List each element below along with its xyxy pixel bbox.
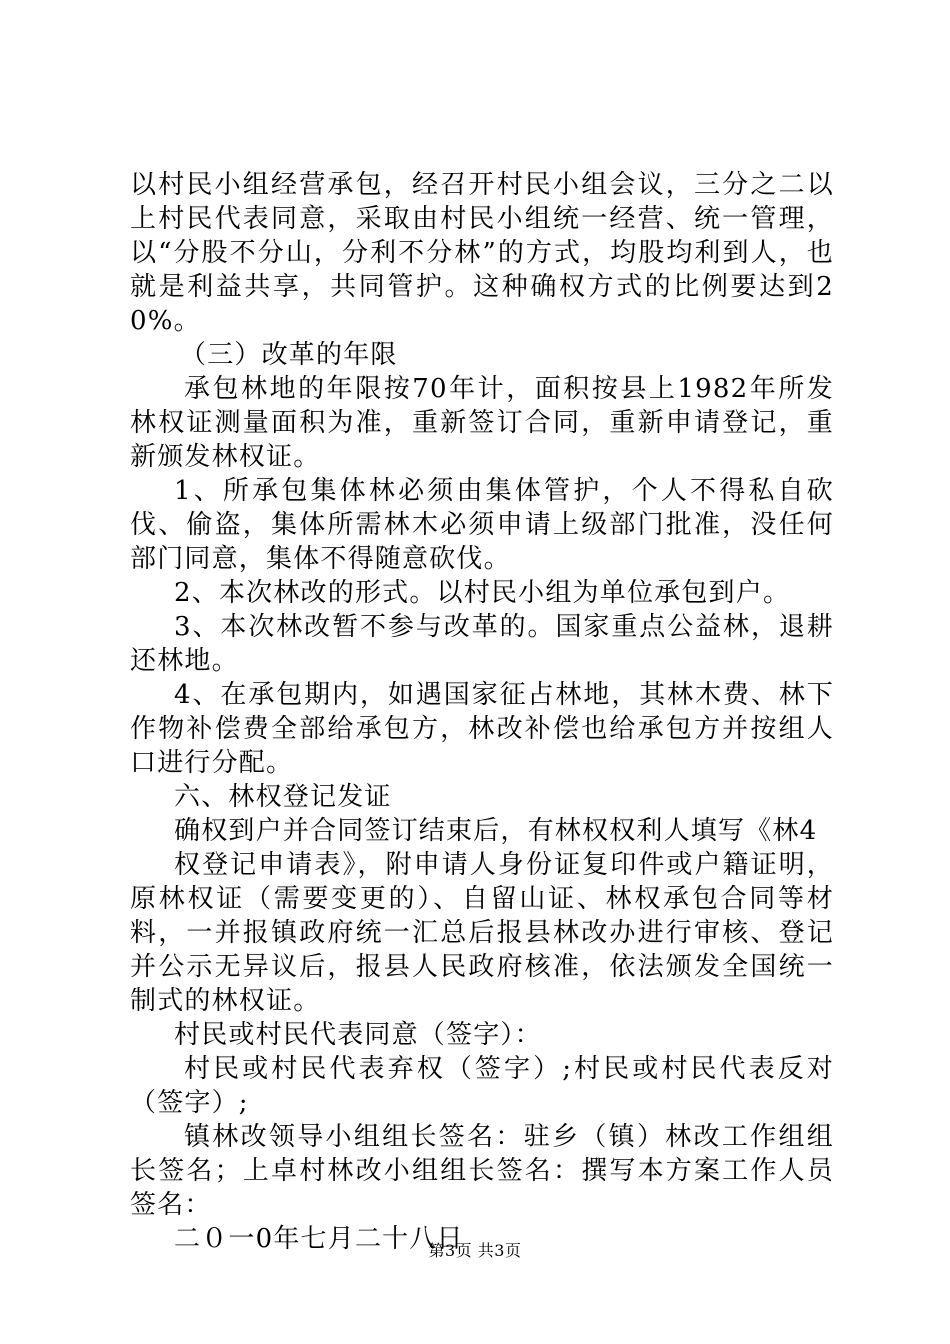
list-item-2: 2、本次林改的形式。以村民小组为单位承包到户。 [174,578,791,608]
paragraph-registration-details: 权登记申请表》，附申请人身份证复印件或户籍证明，原林权证（需要变更的）、自留山证、林权承包合同等材料，一并报镇政府统一汇总后报县林改办进行审核、登记并公示无异议后，报县人民政府核准，依法颁发全国统一制式的林权证。 [130,850,834,1016]
signature-line-abstain-oppose: 村民或村民代表弃权（签字）;村民或村民代表反对（签字）; [130,1054,834,1118]
list-item-1: 1、所承包集体林必须由集体管护，个人不得私自砍伐、偷盗，集体所需林木必须申请上级部门批准，没任何部门同意，集体不得随意砍伐。 [130,476,834,574]
page-footer [0,1238,950,1261]
signature-line-leaders: 镇林改领导小组组长签名：驻乡（镇）林改工作组组长签名；上卓村林改小组组长签名：撰写本方案工作人员签名： [130,1122,834,1220]
section-heading-registration: 六、林权登记发证 [174,782,392,812]
paragraph-shareholding-method: 以村民小组经营承包，经召开村民小组会议，三分之二以上村民代表同意，采取由村民小组统一经营、统一管理，以“分股不分山，分利不分林”的方式，均股均利到人，也就是利益共享，共同管护。这种确权方式的比例要达到20%。 [130,170,834,336]
signature-line-agree: 村民或村民代表同意（签字）： [174,1020,542,1050]
section-heading-reform-term: （三）改革的年限 [180,340,398,370]
list-item-3: 3、本次林改暂不参与改革的。国家重点公益林，退耕还林地。 [130,612,834,676]
paragraph-contract-term: 承包林地的年限按70年计，面积按县上1982年所发林权证测量面积为准，重新签订合同，重新申请登记，重新颁发林权证。 [130,374,834,472]
list-item-4: 4、在承包期内，如遇国家征占林地，其林木费、林下作物补偿费全部给承包方，林改补偿也给承包方并按组人口进行分配。 [130,680,834,778]
document-body [130,168,834,1256]
page-number-label: 第3页 共3页 [428,1241,522,1260]
paragraph-registration-intro: 确权到户并合同签订结束后，有林权权利人填写《林4 [174,816,818,846]
document-date: 二０一0年七月二十八日 [174,1224,464,1254]
